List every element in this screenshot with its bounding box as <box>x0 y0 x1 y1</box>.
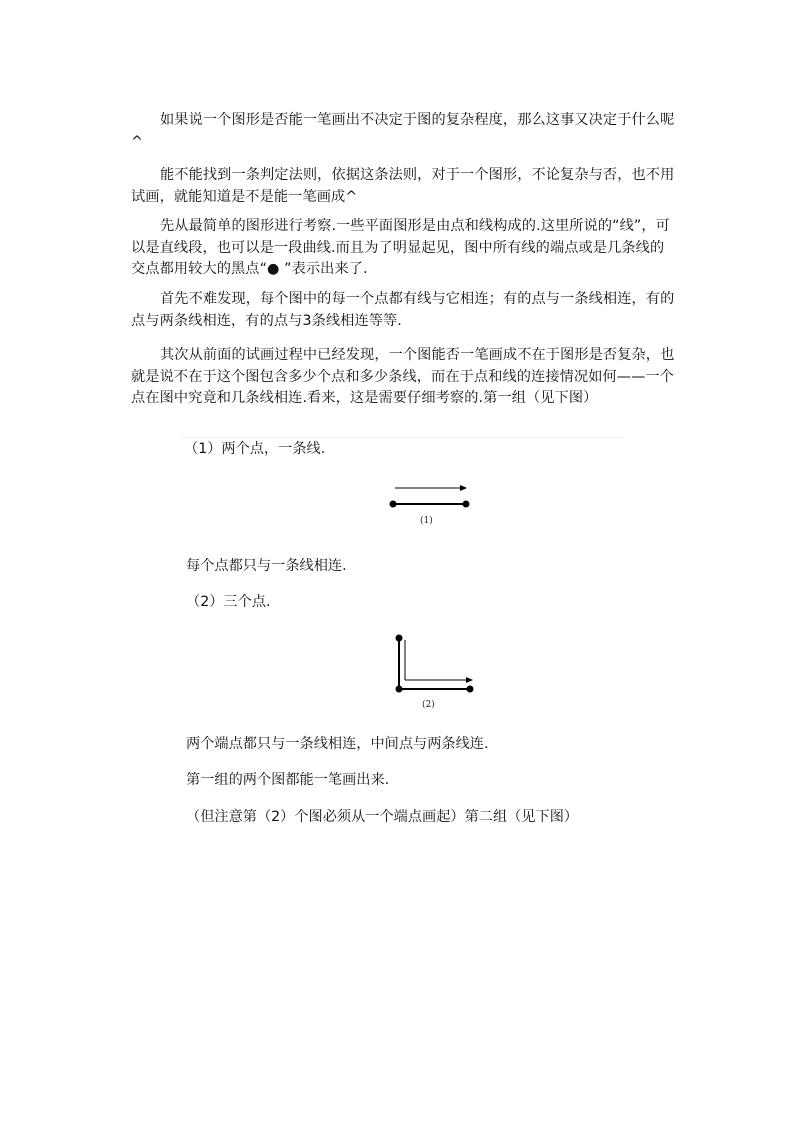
case2-caption: 两个端点都只与一条线相连，中间点与两条线连. <box>186 736 489 752</box>
divider <box>180 437 625 438</box>
note-text: （但注意第（2）个图必须从一个端点画起）第二组（见下图） <box>186 809 579 825</box>
paragraph-2: 能不能找到一条判定法则，依据这条法则，对于一个图形，不论复杂与否，也不用试画，就能知道是不是能一笔画成^ <box>131 167 675 205</box>
case1-caption: 每个点都只与一条线相连. <box>186 558 347 574</box>
paragraph-3: 先从最简单的图形进行考察.一些平面图形是由点和线构成的.这里所说的“线”，可以是直线段，也可以是一段曲线.而且为了明显起见，图中所有线的端点或是几条线的交点都用较大的黑点“● ”表示出来了. <box>131 218 670 277</box>
paragraph-4: 首先不难发现，每个图中的每一个点都有线与它相连；有的点与一条线相连，有的点与两条线相连，有的点与3条线相连等等. <box>131 291 675 329</box>
conclusion-text: 第一组的两个图都能一笔画出来. <box>186 772 390 788</box>
figure-1-two-points-one-line <box>385 480 475 525</box>
case2-heading: （2）三个点. <box>186 594 271 610</box>
paragraph-5: 其次从前面的试画过程中已经发现，一个图能否一笔画成不在于图形是否复杂，也就是说不在于这个图包含多少个点和多少条线，而在于点和线的连接情况如何——一个点在图中究竟和几条线相连.看来，这是需要仔细考察的.第一组（见下图） <box>131 347 675 406</box>
paragraph-1: 如果说一个图形是否能一笔画出不决定于图的复杂程度，那么这事又决定于什么呢^ <box>131 112 675 150</box>
figure-1-label: (1) <box>420 516 433 526</box>
case1-heading: （1）两个点，一条线. <box>184 441 326 457</box>
figure-2-label: (2) <box>422 700 435 710</box>
figure-2-three-points <box>390 630 480 710</box>
